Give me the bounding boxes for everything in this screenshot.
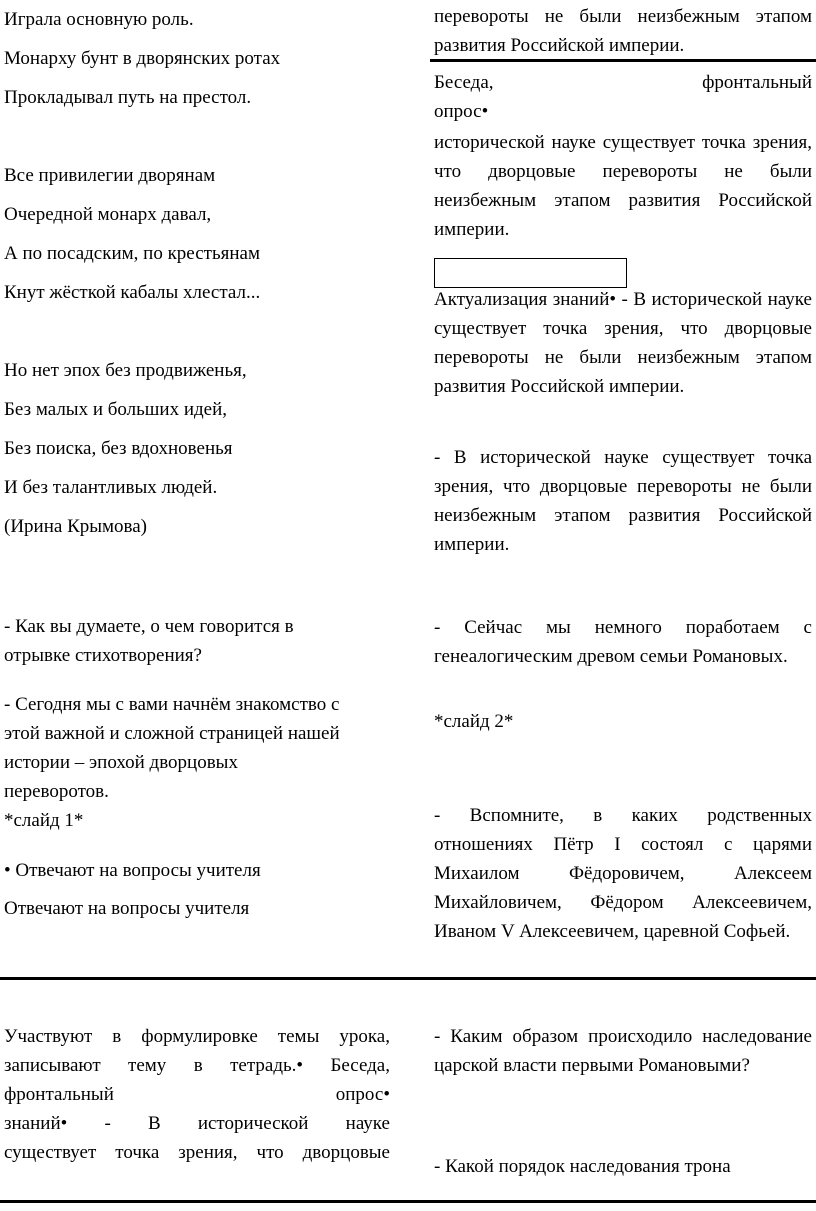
poem-line: Прокладывал путь на престол. — [4, 87, 252, 108]
paragraph-text: - В исторической науке существует точка зрения, что дворцовые перевороты не были неизбежным этапом развития Российской империи. — [434, 447, 812, 555]
paragraph-text: - Сейчас мы немного поработаем с генеалогическим древом семьи Романовых. — [434, 617, 812, 667]
divider-line-middle — [0, 977, 816, 980]
poem-line: Но нет эпох без продвиженья, — [4, 360, 247, 381]
poem-line: И без талантливых людей. — [4, 477, 218, 498]
paragraph-line: опрос• — [434, 101, 489, 122]
poem-line: Без поиска, без вдохновенья — [4, 438, 233, 459]
poem-line: Все привилегии дворянам — [4, 165, 216, 186]
poem-stanza-2 — [4, 156, 390, 312]
paragraph-text: - Сегодня мы с вами начнём знакомство с этой важной и сложной страницей нашей истории – эпохой дворцовых переворотов. — [4, 694, 340, 802]
paragraph-line: знаний• - В исторической науке — [4, 1113, 390, 1134]
bullet-answer-line — [4, 856, 390, 885]
paragraph-text: перевороты не были неизбежным этапом развития Российской империи. — [434, 6, 812, 56]
paragraph-line: фронтальный опрос• — [4, 1084, 390, 1105]
participate-paragraph — [4, 1022, 390, 1167]
paragraph-text: - Какой порядок наследования трона — [434, 1156, 731, 1177]
poem-line: А по посадским, по крестьянам — [4, 243, 260, 264]
paragraph-text: - Каким образом происходило наследование царской власти первыми Романовыми? — [434, 1026, 812, 1076]
poem-line: Без малых и больших идей, — [4, 399, 228, 420]
paragraph-text: • Отвечают на вопросы учителя — [4, 860, 261, 881]
divider-line-bottom — [0, 1200, 816, 1203]
historical-opinion-paragraph-2 — [434, 443, 812, 559]
historical-opinion-paragraph-1 — [434, 128, 812, 244]
poem-stanza-1 — [4, 0, 390, 117]
genealogy-paragraph — [434, 613, 812, 671]
poem-line: Играла основную роль. — [4, 9, 194, 30]
paragraph-line: существует точка зрения, что дворцовые — [4, 1142, 390, 1163]
poem-author: (Ирина Крымова) — [4, 516, 148, 537]
slide2-note — [434, 707, 812, 736]
paragraph-text: *слайд 1* — [4, 810, 84, 831]
poem-line: Кнут жёсткой кабалы хлестал... — [4, 282, 261, 303]
paragraph-text: - Вспомните, в каких родственных отношениях Пётр I состоял с царями Михаилом Фёдоровичем, Алексеем Михайловичем, Фёдором Алексеевичем, Иваном V Алексеевичем, царевной Софьей. — [434, 805, 812, 942]
poem-line: Монарху бунт в дворянских ротах — [4, 48, 281, 69]
paragraph-line: Участвуют в формулировке темы урока, — [4, 1026, 390, 1047]
paragraph-text: *слайд 2* — [434, 711, 514, 732]
paragraph-line: записывают тему в тетрадь.• Беседа, — [4, 1055, 390, 1076]
poem-stanza-3 — [4, 351, 390, 546]
lesson-intro-paragraph — [4, 690, 344, 806]
divider-line-top-right — [430, 59, 816, 62]
answer-line — [4, 894, 390, 923]
paragraph-text: - Как вы думаете, о чем говорится в отрывке стихотворения? — [4, 616, 294, 666]
teacher-question-paragraph — [4, 612, 354, 670]
slide1-note — [4, 806, 390, 835]
paragraph-text: Отвечают на вопросы учителя — [4, 898, 250, 919]
paragraph-text: исторической науке существует точка зрения, что дворцовые перевороты не были неизбежным этапом развития Российской империи. — [434, 132, 812, 240]
paragraph-text: Актуализация знаний• - В исторической науке существует точка зрения, что дворцовые перевороты не были неизбежным этапом развития Российской империи. — [434, 289, 812, 397]
paragraph-line: Беседа, фронтальный — [434, 72, 812, 93]
inheritance-question-paragraph — [434, 1022, 812, 1080]
poem-line: Очередной монарх давал, — [4, 204, 212, 225]
order-question-paragraph — [434, 1152, 812, 1181]
empty-text-box — [434, 258, 627, 288]
aktualizaciya-paragraph — [434, 285, 812, 401]
remember-paragraph — [434, 801, 812, 946]
beseda-note — [434, 68, 812, 126]
continuation-paragraph — [434, 2, 812, 60]
